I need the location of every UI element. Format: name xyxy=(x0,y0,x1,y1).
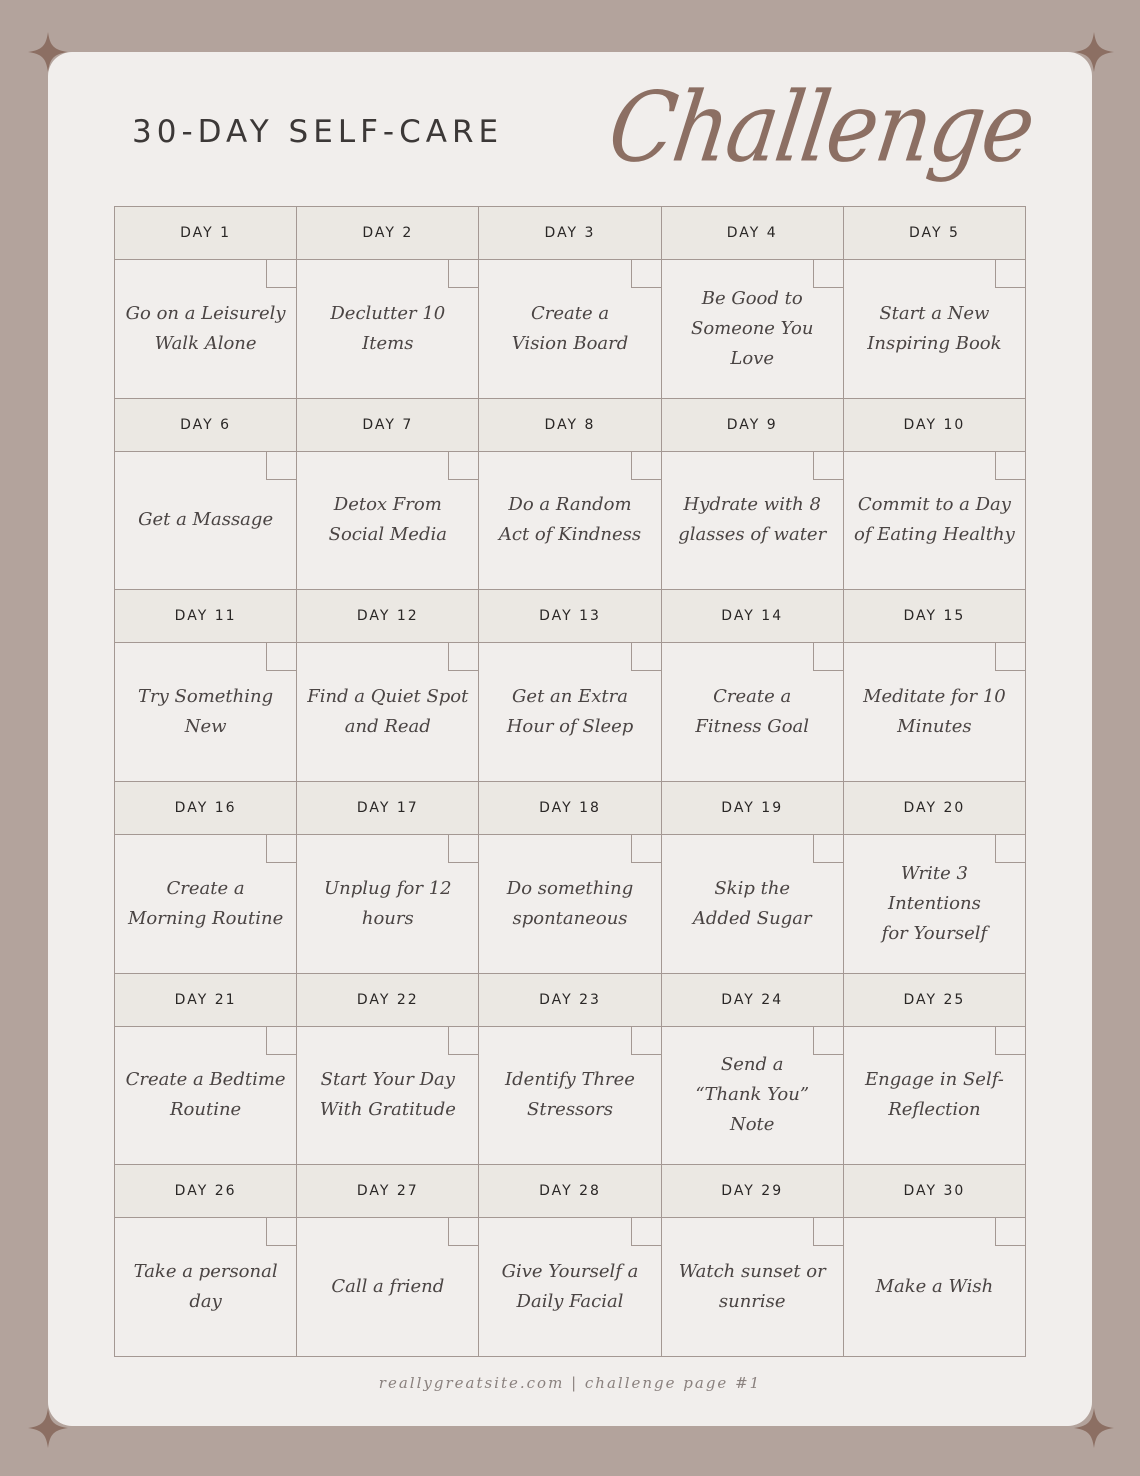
day-body xyxy=(662,643,843,781)
day-task: Start Your Day With Gratitude xyxy=(319,1069,456,1121)
day-body xyxy=(662,1027,843,1165)
day-body xyxy=(662,1218,843,1356)
day-task: Be Good to Someone You Love xyxy=(690,287,814,369)
day-checkbox[interactable] xyxy=(995,643,1025,671)
day-label: DAY 17 xyxy=(297,782,478,835)
day-task: Call a friend xyxy=(331,1276,445,1298)
day-label: DAY 8 xyxy=(479,399,660,452)
day-task: Give Yourself a Daily Facial xyxy=(501,1261,639,1313)
day-cell xyxy=(479,399,661,591)
day-checkbox[interactable] xyxy=(266,1218,296,1246)
day-body xyxy=(479,835,660,973)
day-checkbox[interactable] xyxy=(266,452,296,480)
day-task: Create a Vision Board xyxy=(511,302,629,354)
day-task: Detox From Social Media xyxy=(328,494,447,546)
day-cell xyxy=(844,399,1026,591)
day-body xyxy=(662,835,843,973)
day-body xyxy=(844,835,1025,973)
day-cell xyxy=(844,974,1026,1166)
day-task: Create a Bedtime Routine xyxy=(125,1069,286,1121)
day-body xyxy=(844,1218,1025,1356)
day-checkbox[interactable] xyxy=(995,835,1025,863)
day-label: DAY 11 xyxy=(115,590,296,643)
day-checkbox[interactable] xyxy=(813,1218,843,1246)
day-task: Watch sunset or sunrise xyxy=(678,1261,826,1313)
day-cell xyxy=(844,1165,1026,1357)
day-checkbox[interactable] xyxy=(995,1218,1025,1246)
day-label: DAY 22 xyxy=(297,974,478,1027)
day-checkbox[interactable] xyxy=(813,835,843,863)
challenge-grid xyxy=(114,206,1026,1357)
day-label: DAY 2 xyxy=(297,207,478,260)
day-body xyxy=(844,260,1025,398)
day-body xyxy=(479,260,660,398)
grid-row xyxy=(115,782,1026,974)
day-label: DAY 21 xyxy=(115,974,296,1027)
day-label: DAY 12 xyxy=(297,590,478,643)
day-label: DAY 30 xyxy=(844,1165,1025,1218)
day-body xyxy=(115,260,296,398)
day-task: Engage in Self- Reflection xyxy=(865,1069,1004,1121)
day-task: Identify Three Stressors xyxy=(505,1069,635,1121)
day-body xyxy=(479,643,660,781)
day-cell xyxy=(297,782,479,974)
day-task: Start a New Inspiring Book xyxy=(867,302,1002,354)
day-checkbox[interactable] xyxy=(266,835,296,863)
day-checkbox[interactable] xyxy=(448,452,478,480)
day-label: DAY 19 xyxy=(662,782,843,835)
day-checkbox[interactable] xyxy=(448,1218,478,1246)
day-label: DAY 9 xyxy=(662,399,843,452)
day-body xyxy=(479,452,660,590)
day-task: Get a Massage xyxy=(138,509,274,531)
day-label: DAY 1 xyxy=(115,207,296,260)
grid-row xyxy=(115,399,1026,591)
day-checkbox[interactable] xyxy=(995,452,1025,480)
day-checkbox[interactable] xyxy=(448,260,478,288)
day-label: DAY 3 xyxy=(479,207,660,260)
day-label: DAY 25 xyxy=(844,974,1025,1027)
day-cell xyxy=(115,207,297,399)
day-body xyxy=(662,452,843,590)
day-label: DAY 13 xyxy=(479,590,660,643)
day-body xyxy=(479,1218,660,1356)
day-body xyxy=(115,1027,296,1165)
day-checkbox[interactable] xyxy=(448,835,478,863)
day-checkbox[interactable] xyxy=(631,1027,661,1055)
day-task: Do something spontaneous xyxy=(506,877,634,929)
day-checkbox[interactable] xyxy=(631,260,661,288)
day-task: Unplug for 12 hours xyxy=(324,877,452,929)
footer-text: reallygreatsite.com | challenge page #1 xyxy=(378,1374,762,1392)
script-title: Challenge xyxy=(602,72,1040,184)
day-cell xyxy=(297,399,479,591)
day-cell xyxy=(115,1165,297,1357)
day-cell xyxy=(115,782,297,974)
day-label: DAY 7 xyxy=(297,399,478,452)
day-cell xyxy=(479,590,661,782)
day-cell xyxy=(662,399,844,591)
day-checkbox[interactable] xyxy=(995,1027,1025,1055)
day-checkbox[interactable] xyxy=(995,260,1025,288)
day-task: Skip the Added Sugar xyxy=(692,877,812,929)
day-body xyxy=(297,643,478,781)
day-cell xyxy=(297,590,479,782)
day-cell xyxy=(479,782,661,974)
day-body xyxy=(115,835,296,973)
day-label: DAY 5 xyxy=(844,207,1025,260)
day-checkbox[interactable] xyxy=(813,452,843,480)
day-label: DAY 14 xyxy=(662,590,843,643)
day-label: DAY 27 xyxy=(297,1165,478,1218)
day-label: DAY 23 xyxy=(479,974,660,1027)
day-checkbox[interactable] xyxy=(266,260,296,288)
day-checkbox[interactable] xyxy=(813,1027,843,1055)
day-checkbox[interactable] xyxy=(631,452,661,480)
day-body xyxy=(297,452,478,590)
day-label: DAY 10 xyxy=(844,399,1025,452)
day-label: DAY 16 xyxy=(115,782,296,835)
day-label: DAY 4 xyxy=(662,207,843,260)
day-checkbox[interactable] xyxy=(631,643,661,671)
day-cell xyxy=(662,974,844,1166)
day-task: Create a Morning Routine xyxy=(127,877,284,929)
day-checkbox[interactable] xyxy=(631,1218,661,1246)
day-body xyxy=(297,1218,478,1356)
day-cell xyxy=(115,590,297,782)
day-body xyxy=(479,1027,660,1165)
day-body xyxy=(844,643,1025,781)
day-task: Commit to a Day of Eating Healthy xyxy=(854,494,1015,546)
day-task: Create a Fitness Goal xyxy=(695,686,810,738)
day-checkbox[interactable] xyxy=(266,1027,296,1055)
day-body xyxy=(115,643,296,781)
day-body xyxy=(297,1027,478,1165)
day-label: DAY 28 xyxy=(479,1165,660,1218)
day-task: Go on a Leisurely Walk Alone xyxy=(125,302,286,354)
challenge-card xyxy=(48,52,1092,1426)
day-body xyxy=(844,1027,1025,1165)
day-checkbox[interactable] xyxy=(813,260,843,288)
day-task: Get an Extra Hour of Sleep xyxy=(506,686,634,738)
day-body xyxy=(662,260,843,398)
day-checkbox[interactable] xyxy=(448,643,478,671)
day-label: DAY 18 xyxy=(479,782,660,835)
day-checkbox[interactable] xyxy=(266,643,296,671)
day-label: DAY 20 xyxy=(844,782,1025,835)
day-task: Find a Quiet Spot and Read xyxy=(307,686,469,738)
day-cell xyxy=(297,207,479,399)
day-cell xyxy=(479,974,661,1166)
grid-row xyxy=(115,974,1026,1166)
day-label: DAY 15 xyxy=(844,590,1025,643)
day-cell xyxy=(662,590,844,782)
day-cell xyxy=(115,974,297,1166)
day-task: Try Something New xyxy=(138,686,274,738)
day-body xyxy=(115,452,296,590)
day-task: Make a Wish xyxy=(875,1276,994,1298)
day-task: Hydrate with 8 glasses of water xyxy=(678,494,827,546)
day-task: Send a “Thank You” Note xyxy=(695,1054,810,1136)
page-title: 30-DAY SELF-CARE xyxy=(132,114,504,150)
day-label: DAY 26 xyxy=(115,1165,296,1218)
day-cell xyxy=(297,974,479,1166)
day-body xyxy=(115,1218,296,1356)
day-cell xyxy=(662,1165,844,1357)
day-cell xyxy=(844,782,1026,974)
grid-row xyxy=(115,590,1026,782)
day-cell xyxy=(844,590,1026,782)
day-cell xyxy=(479,207,661,399)
day-cell xyxy=(662,207,844,399)
day-cell xyxy=(662,782,844,974)
day-checkbox[interactable] xyxy=(631,835,661,863)
day-cell xyxy=(479,1165,661,1357)
day-cell xyxy=(115,399,297,591)
grid-row xyxy=(115,207,1026,399)
day-body xyxy=(297,260,478,398)
day-task: Write 3 Intentions for Yourself xyxy=(881,862,988,944)
day-label: DAY 24 xyxy=(662,974,843,1027)
day-cell xyxy=(844,207,1026,399)
day-label: DAY 6 xyxy=(115,399,296,452)
day-body xyxy=(844,452,1025,590)
day-checkbox[interactable] xyxy=(813,643,843,671)
day-body xyxy=(297,835,478,973)
grid-row xyxy=(115,1165,1026,1357)
day-label: DAY 29 xyxy=(662,1165,843,1218)
day-checkbox[interactable] xyxy=(448,1027,478,1055)
day-cell xyxy=(297,1165,479,1357)
day-task: Take a personal day xyxy=(133,1261,278,1313)
day-task: Do a Random Act of Kindness xyxy=(498,494,642,546)
day-task: Declutter 10 Items xyxy=(330,302,446,354)
day-task: Meditate for 10 Minutes xyxy=(863,686,1006,738)
